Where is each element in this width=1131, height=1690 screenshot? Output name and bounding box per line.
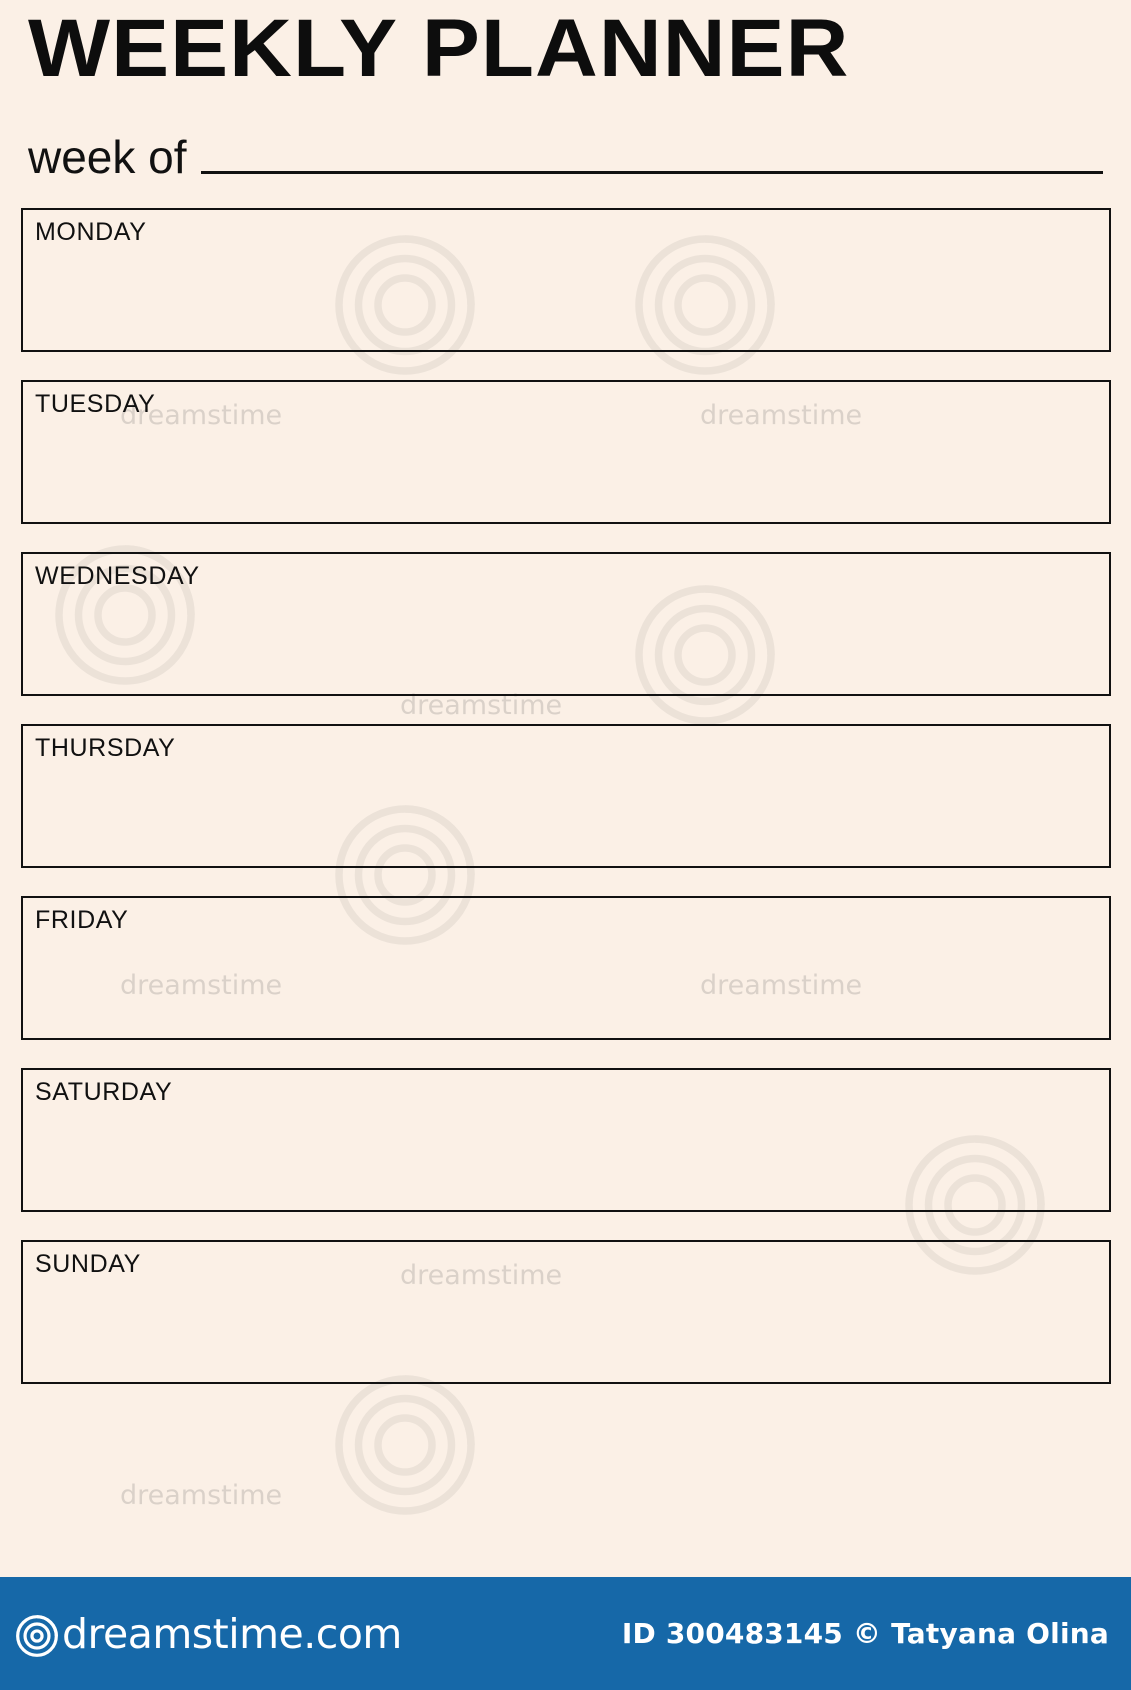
- watermark-text: dreamstime: [400, 1260, 563, 1291]
- watermark-text: dreamstime: [700, 400, 863, 431]
- stock-footer-bar: [0, 1577, 1131, 1690]
- watermark-text: dreamstime: [120, 1480, 283, 1511]
- day-label: SUNDAY: [35, 1250, 141, 1278]
- dreamstime-wordmark: dreamstime.com: [62, 1609, 402, 1658]
- day-notes-area[interactable]: [23, 1286, 1109, 1382]
- day-list: [21, 208, 1111, 1412]
- day-label: THURSDAY: [35, 734, 176, 762]
- day-box-saturday[interactable]: [21, 1068, 1111, 1212]
- day-notes-area[interactable]: [23, 598, 1109, 694]
- day-label: SATURDAY: [35, 1078, 173, 1106]
- day-box-tuesday[interactable]: [21, 380, 1111, 524]
- day-box-friday[interactable]: [21, 896, 1111, 1040]
- watermark-text: dreamstime: [120, 970, 283, 1001]
- day-notes-area[interactable]: [23, 1114, 1109, 1210]
- day-label: WEDNESDAY: [35, 562, 200, 590]
- day-notes-area[interactable]: [23, 770, 1109, 866]
- watermark-text: dreamstime: [700, 970, 863, 1001]
- day-box-wednesday[interactable]: [21, 552, 1111, 696]
- day-notes-area[interactable]: [23, 426, 1109, 522]
- day-label: MONDAY: [35, 218, 147, 246]
- day-notes-area[interactable]: [23, 942, 1109, 1038]
- watermark-text: dreamstime: [120, 400, 283, 431]
- page-title: WEEKLY PLANNER: [28, 3, 850, 94]
- day-notes-area[interactable]: [23, 254, 1109, 350]
- day-box-thursday[interactable]: [21, 724, 1111, 868]
- dreamstime-spiral-icon: [14, 1613, 60, 1659]
- day-box-sunday[interactable]: [21, 1240, 1111, 1384]
- week-of-label: week of: [28, 131, 187, 183]
- week-of-input[interactable]: [201, 171, 1103, 174]
- week-of-row: [28, 120, 1103, 182]
- day-label: TUESDAY: [35, 390, 156, 418]
- day-label: FRIDAY: [35, 906, 129, 934]
- day-box-monday[interactable]: [21, 208, 1111, 352]
- image-credit: ID 300483145 © Tatyana Olina: [621, 1617, 1109, 1650]
- dreamstime-logo[interactable]: [14, 1610, 402, 1658]
- watermark-text: dreamstime: [400, 690, 563, 721]
